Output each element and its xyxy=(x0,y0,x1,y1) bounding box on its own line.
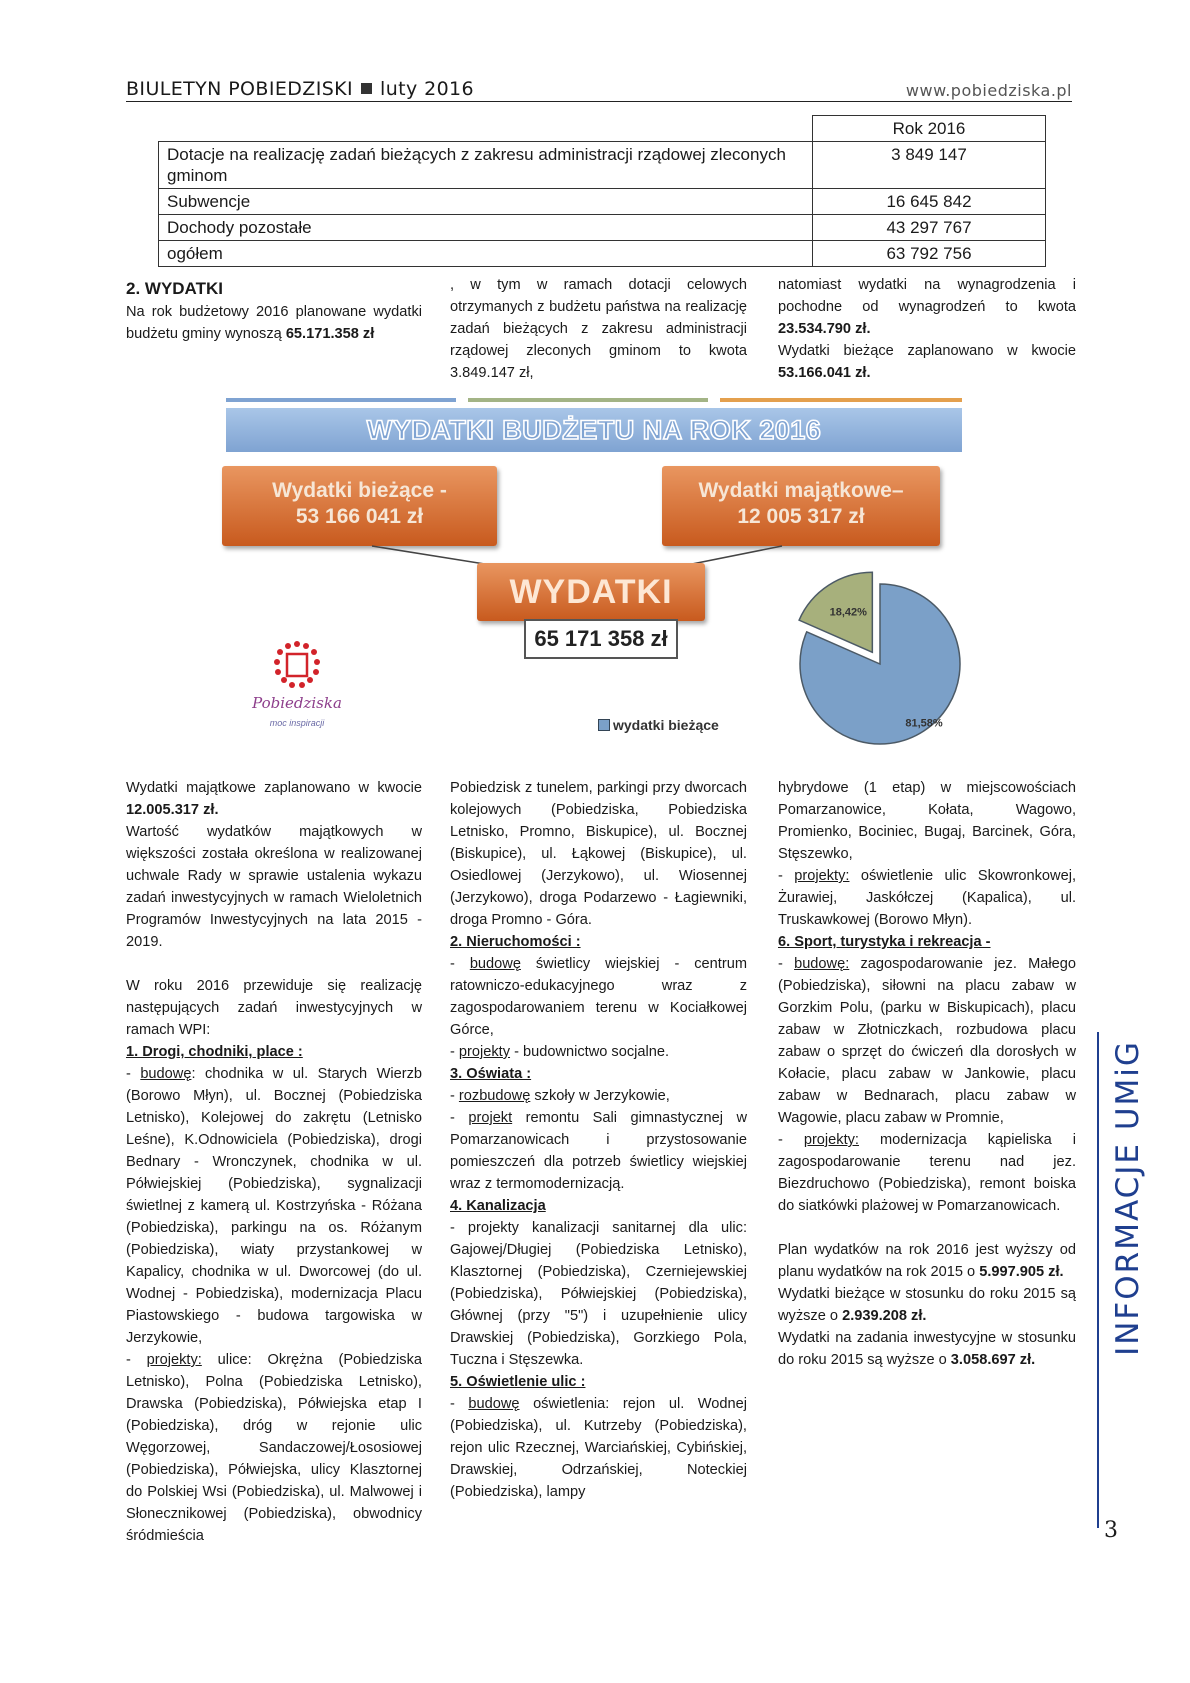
keyword: budowę xyxy=(468,1396,520,1412)
expenses-pie-chart xyxy=(762,566,972,746)
list-item: - budowę: zagospodarowanie jez. Małego (Pobiedziska), siłowni na placu zabaw w Gorzkim Polu, (parku w Biskupicach), placu zabaw w Złotniczkach, rozbudowa placu zabaw o sprzęt do ćwiczeń dla dorosłych w Kołacie, placu zabaw w Jankowie, placu zabaw w Bednarach, placu zabaw w Wagowie, placu zabaw w Promnie, xyxy=(778,956,1076,1126)
revenue-table xyxy=(158,115,1046,267)
capital-planned-amount: 12.005.317 zł. xyxy=(126,802,219,818)
logo-tagline: moc inspiracji xyxy=(269,718,325,728)
list-item: - rozbudowę szkoły w Jerzykowie, xyxy=(450,1088,670,1104)
page-number: 3 xyxy=(1104,1518,1118,1543)
pie-label-current: 81,58% xyxy=(905,717,943,730)
intro-text-current xyxy=(778,340,1076,384)
keyword: projekty: xyxy=(146,1352,202,1368)
intro-text-salaries xyxy=(778,274,1076,340)
intro-a: Na rok budżetowy 2016 planowane wydatki budżetu gminy wynoszą xyxy=(126,304,422,342)
keyword: projekt xyxy=(468,1110,513,1126)
section-heading-roads: 1. Drogi, chodniki, place : xyxy=(126,1044,303,1060)
item-text: zagospodarowanie jez. Małego (Pobiedziska), siłowni na placu zabaw w Gorzkim Polu, (parku w Biskupicach), placu zabaw w Złotniczkach, rozbudowa placu zabaw o sprzęt do ćwiczeń dla dorosłych w Kołacie, placu zabaw w Jankowie, placu zabaw w Bednarach, placu zabaw w Wagowie, placu zabaw w Promnie, xyxy=(778,956,1076,1126)
item-text: - budownictwo socjalne. xyxy=(510,1044,670,1060)
list-item: - budowę oświetlenia: rejon ul. Wodnej (Pobiedziska), ul. Kutrzeby (Pobiedziska), rejon ulic Rzecznej, Warciańskiej, Cybińskiej, Drawskiej, Odrzańskiej, Noteckiej (Pobiedziska), lampy xyxy=(450,1396,747,1500)
year-header: Rok 2016 xyxy=(813,116,1046,142)
text-column-1 xyxy=(126,777,422,1547)
list-item: - projekty: oświetlenie ulic Skowronkowej, Żurawiej, Jaskółczej (Kapalica), ul. Truskawkowej (Borowo Młyn). xyxy=(778,868,1076,928)
capital-expenses-label: Wydatki majątkowe– xyxy=(698,479,904,502)
list-item: - projekty: ulice: Okrężna (Pobiedziska Letnisko), Polna (Pobiedziska Letnisko), Drawska (Pobiedziska), Półwiejska etap I (Pobiedziska), dróg w rejonie ulic Węgorzowej, Sandaczowej/Łososiowej (Pobiedziska), Półwiejska, ulicy Klasztornej do Polskiej Wsi (Pobiedziska), ul. Malwowej i Słonecznikowej (Pobiedziska), obwodnicy śródmieścia xyxy=(126,1352,423,1544)
summary-text: Wydatki na zadania inwestycyjne w stosunku do roku 2015 są wyższe o xyxy=(778,1330,1076,1368)
main-expenses-label: WYDATKI xyxy=(509,573,673,611)
list-item: - projekty - budownictwo socjalne. xyxy=(450,1044,670,1060)
item-text: ulice: Okrężna (Pobiedziska Letnisko), Polna (Pobiedziska Letnisko), Drawska (Pobiedziska), Półwiejska etap I (Pobiedziska), dróg w rejonie ulic Węgorzowej, Sandaczowej/Łososiowej (Pobiedziska), Półwiejska, ulicy Klasztornej do Polskiej Wsi (Pobiedziska), ul. Malwowej i Słonecznikowej (Pobiedziska), obwodnicy śródmieścia xyxy=(126,1352,423,1544)
list-item: - projekty: modernizacja kąpieliska i zagospodarowanie terenu nad jez. Biezdruchowo (Pobiedziska), remont boiska do siatkówki plażowej w Pomarzanowicach. xyxy=(778,1132,1076,1214)
keyword: projekty xyxy=(458,1044,511,1060)
logo-emblem-icon xyxy=(272,640,322,690)
item-text: oświetlenia: rejon ul. Wodnej (Pobiedziska), ul. Kutrzeby (Pobiedziska), rejon ulic Rzecznej, Warciańskiej, Cybińskiej, Drawskiej, Odrzańskiej, Noteckiej (Pobiedziska), lampy xyxy=(450,1396,747,1500)
intro-d: natomiast wydatki na wynagrodzenia i pochodne od wynagrodzeń to kwota xyxy=(778,277,1076,315)
list-item: - budowę: chodnika w ul. Starych Wierzb (Borowo Młyn), ul. Bocznej (Pobiedziska Letnisko), Kolejowej do zakrętu (Letnisko Leśne), K.Odnowiciela (Pobiedziska), drogi Bednary - Wronczynek, chodnika w ul. Półwiejskiej (Pobiedziska), sygnalizacji świetlnej z kamerą ul. Kostrzyńska - Różana (Pobiedziska), parkingu na os. Różanym (Pobiedziska), wiaty przystankowej w Kapalicy, chodnika w ul. Dworcowej (do ul. Wodnej - Pobiedziska), modernizacja Placu Piastowskiego - budowa targowiska w Jerzykowie, xyxy=(126,1066,422,1346)
row-value: 3 849 147 xyxy=(813,142,1046,189)
text-column-3 xyxy=(778,777,1076,1371)
capital-expenses-value: 12 005 317 zł xyxy=(737,505,865,528)
summary-amount: 3.058.697 zł. xyxy=(950,1352,1036,1368)
budget-infographic xyxy=(222,398,966,748)
main-expenses-box xyxy=(477,563,705,621)
summary-text: Wydatki bieżące w stosunku do roku 2015 są wyższe o xyxy=(778,1286,1076,1324)
section-heading-sewage: 4. Kanalizacja xyxy=(450,1198,546,1214)
capital-planned-text: Wydatki majątkowe zaplanowano w kwocie xyxy=(126,780,422,796)
chart-legend xyxy=(598,717,719,733)
summary-text: Plan wydatków na rok 2016 jest wyższy od planu wydatków na rok 2015 o xyxy=(778,1242,1076,1280)
section-title: 2. WYDATKI xyxy=(126,279,223,298)
keyword: projekty: xyxy=(794,868,850,884)
text-column-2 xyxy=(450,777,747,1503)
paragraph: Pobiedzisk z tunelem, parkingi przy dworcach kolejowych (Pobiedziska, Pobiedziska Letnisko, Promno, Biskupice), ul. Bocznej (Biskupice), ul. Łąkowej (Biskupice), ul. Osiedlowej (Jerzykowo), ul. Wiosennej (Jerzykowo), droga Podarzewo - Łagiewniki, droga Promno - Góra. xyxy=(450,780,747,928)
pie-label-capital: 18,42% xyxy=(829,606,867,619)
intro-column-1 xyxy=(126,277,422,345)
list-item: - projekty kanalizacji sanitarnej dla ulic: Gajowej/Długiej (Pobiedziska Letnisko), Klasztornej (Pobiedziska), Czerniejewskiej (Pobiedziska), Półwiejskiej (Pobiedziska), Głównej (przy "5") i uzupełnienie ulicy Drawskiej (Pobiedziska), Gorzkiego Pola, Tuczna i Stęszewka. xyxy=(450,1220,747,1368)
intro-column-3 xyxy=(778,274,1076,384)
section-heading-property: 2. Nieruchomości : xyxy=(450,934,581,950)
table-row xyxy=(159,241,1046,267)
summary-paragraph xyxy=(778,1239,1076,1283)
item-text: świetlicy wiejskiej - centrum ratowniczo-edukacyjnego wraz z zagospodarowaniem terenu w Kociałkowej Górce, xyxy=(450,956,747,1038)
summary-amount: 2.939.208 zł. xyxy=(842,1308,927,1324)
summary-paragraph xyxy=(778,1283,1076,1327)
salaries-amount: 23.534.790 zł. xyxy=(778,321,871,337)
section-heading-education: 3. Oświata : xyxy=(450,1066,532,1082)
logo-name: Pobiedziska xyxy=(252,694,342,712)
intro-text-middle: , w tym w ramach dotacji celowych otrzymanych z budżetu państwa na realizację zadań bieżących z zakresu administracji rządowej zleconych gminom to kwota 3.849.147 zł, xyxy=(450,277,747,381)
list-item: - projekt remontu Sali gimnastycznej w Pomarzanowicach i przystosowanie pomieszczeń dla potrzeb świetlicy wiejskiej wraz z termomodernizacją. xyxy=(450,1110,747,1192)
keyword: budowę: xyxy=(794,956,850,972)
intro-column-2 xyxy=(450,274,747,384)
row-label: ogółem xyxy=(159,241,813,267)
section-heading-sport: 6. Sport, turystyka i rekreacja - xyxy=(778,934,991,950)
current-expenses-amount: 53.166.041 zł. xyxy=(778,365,871,381)
publication-title: BIULETYN POBIEDZISKI xyxy=(126,78,354,100)
paragraph: W roku 2016 przewiduje się realizację następujących zadań inwestycyjnych w ramach WPI: xyxy=(126,978,422,1038)
row-value: 16 645 842 xyxy=(813,189,1046,215)
capital-planned xyxy=(126,777,422,821)
website-link[interactable]: www.pobiedziska.pl xyxy=(905,81,1072,100)
infographic-title: WYDATKI BUDŻETU NA ROK 2016 xyxy=(366,415,822,445)
table-row xyxy=(159,142,1046,189)
row-value: 43 297 767 xyxy=(813,215,1046,241)
current-expenses-label: Wydatki bieżące - xyxy=(272,479,447,502)
paragraph: Wartość wydatków majątkowych w większości została określona w realizowanej uchwale Rady w sprawie ustalenia wykazu zadań inwestycyjnych w ramach Wieloletnich Programów Inwestycyjnych na lata 2015 - 2019. xyxy=(126,824,422,950)
publication-header xyxy=(126,78,474,100)
table-header-row xyxy=(159,116,1046,142)
intro-text-start xyxy=(126,301,422,345)
total-expenses-amount: 65.171.358 zł xyxy=(285,326,375,342)
side-label-text: INFORMACJE UMiG xyxy=(1110,1040,1146,1356)
item-text: : chodnika w ul. Starych Wierzb (Borowo Młyn), ul. Bocznej (Pobiedziska Letnisko), Kolejowej do zakrętu (Letnisko Leśne), K.Odnowiciela (Pobiedziska), drogi Bednary - Wronczynek, chodnika w ul. Półwiejskiej (Pobiedziska), sygnalizacji świetlnej z kamerą ul. Kostrzyńska - Różana (Pobiedziska), parkingu na os. Różanym (Pobiedziska), wiaty przystankowej w Kapalicy, chodnika w ul. Dworcowej (do ul. Wodnej - Pobiedziska), modernizacja Placu Piastowskiego - budowa targowiska w Jerzykowie, xyxy=(126,1066,422,1346)
legend-swatch xyxy=(598,719,610,731)
side-vertical-rule xyxy=(1097,1032,1099,1528)
keyword: rozbudowę xyxy=(458,1088,531,1104)
row-label: Subwencje xyxy=(159,189,813,215)
table-row xyxy=(159,189,1046,215)
keyword: budowę xyxy=(140,1066,192,1082)
item-text: modernizacja kąpieliska i zagospodarowanie terenu nad jez. Biezdruchowo (Pobiedziska), remont boiska do siatkówki plażowej w Pomarzanowicach. xyxy=(778,1132,1076,1214)
legend-label: wydatki bieżące xyxy=(613,717,719,733)
row-value: 63 792 756 xyxy=(813,241,1046,267)
paragraph: hybrydowe (1 etap) w miejscowościach Pomarzanowice, Kołata, Wagowo, Promienko, Bociniec, Bugaj, Barcinek, Góra, Stęszewko, xyxy=(778,780,1076,862)
row-label: Dotacje na realizację zadań bieżących z zakresu administracji rządowej zleconych gminom xyxy=(159,142,813,189)
item-text: oświetlenie ulic Skowronkowej, Żurawiej, Jaskółczej (Kapalica), ul. Truskawkowej (Borowo Młyn). xyxy=(778,868,1076,928)
square-separator-icon xyxy=(361,83,372,94)
section-heading-lighting: 5. Oświetlenie ulic : xyxy=(450,1374,586,1390)
item-text: szkoły w Jerzykowie, xyxy=(530,1088,670,1104)
header-divider xyxy=(126,101,1072,102)
summary-paragraph xyxy=(778,1327,1076,1371)
issue-date: luty 2016 xyxy=(380,78,475,100)
summary-amount: 5.997.905 zł. xyxy=(979,1264,1064,1280)
intro-f: Wydatki bieżące zaplanowano w kwocie xyxy=(778,343,1076,359)
keyword: projekty: xyxy=(803,1132,859,1148)
table-row xyxy=(159,215,1046,241)
current-expenses-value: 53 166 041 zł xyxy=(295,505,424,528)
keyword: budowę xyxy=(469,956,521,972)
list-item: - budowę świetlicy wiejskiej - centrum ratowniczo-edukacyjnego wraz z zagospodarowaniem terenu w Kociałkowej Górce, xyxy=(450,956,747,1038)
section-side-label xyxy=(1108,1038,1148,1358)
row-label: Dochody pozostałe xyxy=(159,215,813,241)
item-text: remontu Sali gimnastycznej w Pomarzanowicach i przystosowanie pomieszczeń dla potrzeb świetlicy wiejskiej wraz z termomodernizacją. xyxy=(450,1110,747,1192)
table-header-empty-cell xyxy=(159,116,813,142)
total-expenses-box: 65 171 358 zł xyxy=(524,619,678,659)
pobiedziska-logo xyxy=(242,640,352,744)
